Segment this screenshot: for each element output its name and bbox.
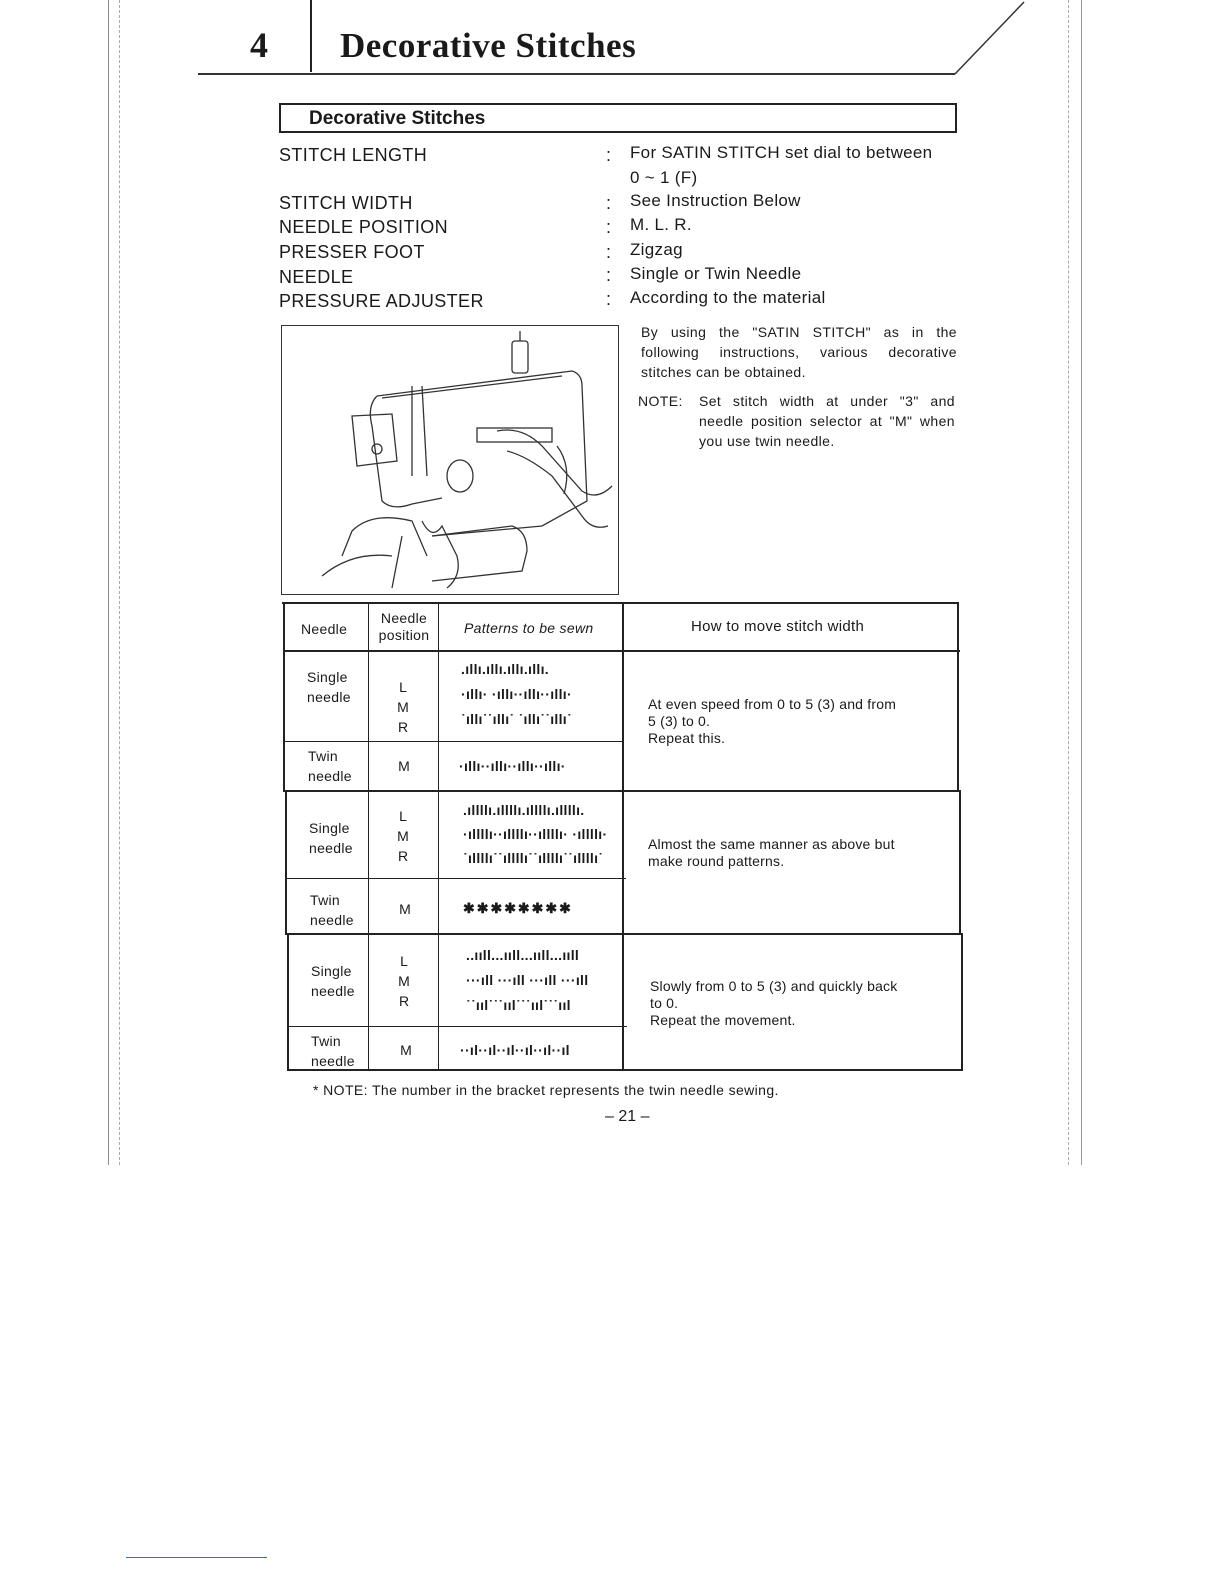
spec-value-stitch-width: See Instruction Below — [630, 191, 801, 210]
table-rule — [957, 602, 959, 792]
spec-colon: : — [606, 145, 612, 165]
needle-type-single: Single needle — [309, 820, 353, 856]
spec-label-needle-position: NEEDLE POSITION — [279, 217, 449, 237]
table-rule — [284, 741, 624, 742]
intro-paragraph: By using the "SATIN STITCH" as in the following instructions, various decorative stitches can be obtained. — [641, 324, 957, 380]
header-rule — [198, 73, 955, 75]
position-r: R — [397, 848, 409, 864]
needle-type-twin: Twin needle — [308, 748, 352, 784]
stitch-pattern-twin: ✱✱✱✱✱✱✱✱ — [463, 900, 573, 916]
table-rule — [285, 790, 287, 935]
how-instruction-line: to 0. — [650, 995, 679, 1011]
how-instruction-line: At even speed from 0 to 5 (3) and from — [648, 696, 897, 712]
left-binding-margin — [108, 0, 120, 1165]
how-instruction-line: Slowly from 0 to 5 (3) and quickly back — [650, 978, 898, 994]
table-rule — [283, 602, 285, 792]
how-instruction-line: Repeat the movement. — [650, 1012, 796, 1028]
stitch-pattern-m: ·ıllı· ·ıllı··ıllı··ıllı· — [461, 686, 572, 702]
spec-value-needle-position: M. L. R. — [630, 215, 692, 234]
position-l: L — [399, 808, 407, 824]
spec-colon: : — [606, 193, 612, 213]
table-header-needle: Needle — [301, 621, 348, 637]
position-m: M — [398, 973, 410, 989]
spec-label-stitch-length: STITCH LENGTH — [279, 145, 428, 165]
table-rule — [287, 933, 289, 1071]
spec-colon: : — [606, 265, 612, 285]
position-r: R — [397, 719, 409, 735]
how-instruction-line: 5 (3) to 0. — [648, 713, 711, 729]
spec-value-stitch-length-range: 0 ~ 1 (F) — [630, 168, 698, 187]
position-r: R — [398, 993, 410, 1009]
page-number: – 21 – — [605, 1108, 650, 1125]
table-rule — [287, 933, 962, 935]
spec-label-pressure-adjuster: PRESSURE ADJUSTER — [279, 291, 484, 311]
stitch-pattern-twin: ·ıllı··ıllı··ıllı··ıllı· — [459, 758, 566, 774]
spec-value-needle: Single or Twin Needle — [630, 264, 802, 283]
stitch-pattern-m: ···ıll ···ıll ···ıll ···ıll — [466, 972, 589, 988]
spec-label-stitch-width: STITCH WIDTH — [279, 193, 413, 213]
table-header-how: How to move stitch width — [691, 618, 865, 635]
spec-value-pressure-adjuster: According to the material — [630, 288, 826, 307]
chapter-number: 4 — [250, 25, 268, 65]
needle-type-twin: Twin needle — [311, 1033, 355, 1069]
spec-label-needle: NEEDLE — [279, 267, 354, 287]
table-rule — [286, 878, 626, 879]
table-rule — [289, 1069, 963, 1071]
stitch-pattern-l: .ıllı.ıllı.ıllı.ıllı. — [461, 661, 549, 677]
section-title: Decorative Stitches — [309, 108, 486, 129]
note-label: NOTE: — [638, 393, 683, 409]
footnote: * NOTE: The number in the bracket represents the twin needle sewing. — [313, 1082, 779, 1098]
chapter-title: Decorative Stitches — [340, 26, 637, 65]
table-rule — [282, 602, 959, 604]
header-corner-stroke — [950, 0, 1030, 76]
how-instruction-line: Repeat this. — [648, 730, 726, 746]
table-rule — [959, 790, 961, 935]
position-l: L — [400, 953, 408, 969]
spec-colon: : — [606, 217, 612, 237]
stitch-pattern-twin: ··ıl··ıl··ıl··ıl··ıl··ıl — [460, 1042, 570, 1058]
needle-type-single: Single needle — [311, 963, 355, 999]
table-rule — [288, 1026, 627, 1027]
how-instruction-line: make round patterns. — [648, 853, 785, 869]
stitch-pattern-r: ˙ıllı˙˙ıllı˙ ˙ıllı˙˙ıllı˙ — [461, 711, 572, 727]
how-instruction-line: Almost the same manner as above but — [648, 836, 895, 852]
stitch-pattern-r: ˙˙ııl˙˙˙ııl˙˙˙ııl˙˙˙ııl — [466, 997, 571, 1013]
needle-type-twin: Twin needle — [310, 892, 354, 928]
table-rule — [438, 602, 439, 1071]
bottom-rule — [126, 1557, 267, 1558]
table-header-patterns: Patterns to be sewn — [464, 620, 594, 636]
position-m: M — [397, 828, 409, 844]
spec-value-stitch-length: For SATIN STITCH set dial to between — [630, 143, 933, 162]
right-binding-margin — [1068, 0, 1082, 1165]
spec-label-presser-foot: PRESSER FOOT — [279, 242, 425, 262]
needle-type-single: Single needle — [307, 669, 351, 705]
position-m: M — [399, 901, 411, 917]
table-rule — [368, 602, 369, 1071]
stitch-pattern-r: ˙ıllllı˙˙ıllllı˙˙ıllllı˙˙ıllllı˙ — [463, 850, 604, 866]
position-m: M — [398, 758, 410, 774]
sewing-machine-icon — [282, 326, 618, 594]
sewing-machine-illustration — [281, 325, 619, 595]
table-rule — [961, 933, 963, 1071]
position-m: M — [397, 699, 409, 715]
note-text: Set stitch width at under "3" and needle position selector at "M" when you use twin needle. — [699, 393, 955, 449]
spec-value-presser-foot: Zigzag — [630, 240, 683, 259]
table-header-needle-position: Needle position — [378, 610, 430, 643]
stitch-pattern-m: ·ıllllı··ıllllı··ıllllı· ·ıllllı· — [463, 826, 608, 842]
spec-colon: : — [606, 242, 612, 262]
position-m: M — [400, 1042, 412, 1058]
table-rule — [622, 602, 624, 1071]
chapter-divider — [310, 0, 312, 72]
spec-colon: : — [606, 289, 612, 309]
stitch-pattern-l: ..ııll...ııll...ııll...ııll — [466, 947, 580, 963]
position-l: L — [399, 679, 407, 695]
stitch-pattern-l: .ıllllı.ıllllı.ıllllı.ıllllı. — [463, 802, 585, 818]
